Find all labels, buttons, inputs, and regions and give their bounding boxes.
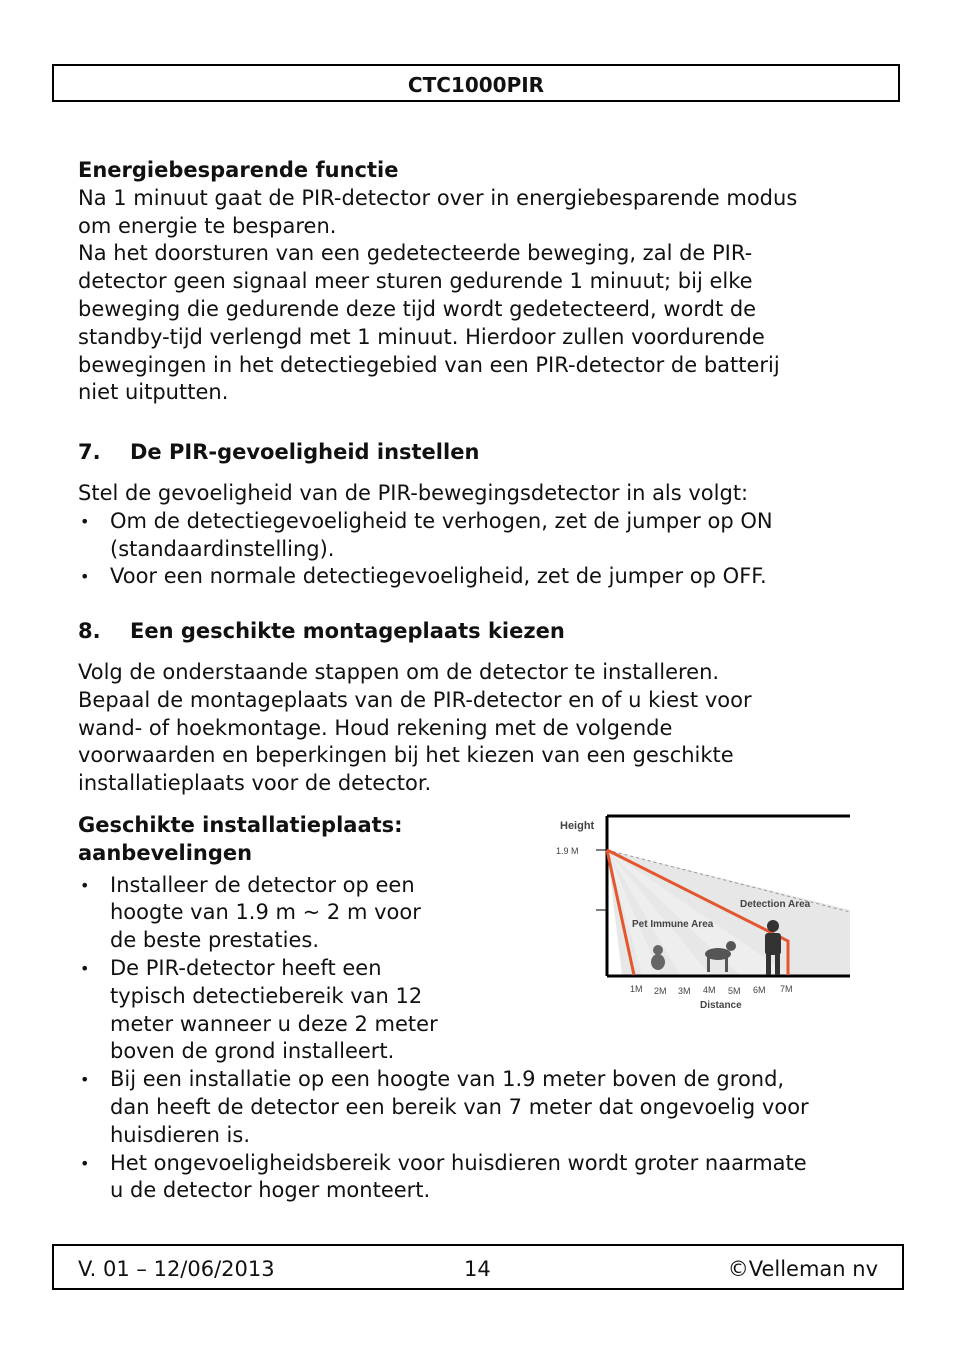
energy-heading: Energiebesparende functie [78,158,399,182]
list-item-line: de beste prestaties. [110,928,320,953]
section-7-body [78,480,878,591]
page-number: 14 [464,1257,491,1281]
energy-line: detector geen signaal meer sturen gedurende 1 minuut; bij elke [78,269,753,294]
energy-line: standby-tijd verlengd met 1 minuut. Hierdoor zullen voordurende [78,324,765,349]
list-item-line: u de detector hoger monteert. [110,1178,431,1203]
tick-label: 2M [654,986,667,996]
model-name: CTC1000PIR [407,73,545,97]
detection-area-label: Detection Area [740,899,811,910]
list-item-line: • De PIR-detector heeft een [110,955,382,980]
section-8-line: voorwaarden en beperkingen bij het kiezen van een geschikte [78,743,734,768]
tick-label: 7M [780,984,793,994]
list-item [78,563,878,591]
tick-label: 4M [703,985,716,995]
list-item-line: boven de grond installeert. [110,1039,395,1064]
detection-diagram [550,810,850,1020]
list-item-line: • Installeer de detector op een [110,872,415,897]
list-item [78,508,878,564]
pet-immune-label: Pet Immune Area [632,919,714,930]
energy-line: Na 1 minuut gaat de PIR-detector over in energiebesparende modus [78,185,798,210]
list-item-line: • Voor een normale detectiegevoeligheid, zet de jumper op OFF. [110,564,767,589]
section-number: 8. [78,619,101,643]
list-item-line: • Bij een installatie op een hoogte van 1.9 meter boven de grond, [110,1067,785,1092]
energy-line: bewegingen in het detectiegebied van een PIR-detector de batterij [78,352,780,377]
footer-copyright: ©Velleman nv [727,1257,878,1281]
recommendations-heading: aanbevelingen [78,840,253,865]
list-item-line: hoogte van 1.9 m ~ 2 m voor [110,900,421,925]
height-label: Height [560,820,595,832]
section-8-line: Volg de onderstaande stappen om de detector te installeren. [78,660,720,684]
recommendations-heading: Geschikte installatieplaats: [78,813,403,837]
distance-tick-labels [630,984,793,996]
list-item-line: meter wanneer u deze 2 meter [110,1011,438,1036]
list-item-line: • Om de detectiegevoeligheid te verhogen, zet de jumper op ON [110,508,773,533]
page-header [52,64,900,102]
list-item-line: dan heeft de detector een bereik van 7 meter dat ongevoelig voor [110,1094,809,1119]
tick-label: 6M [753,985,766,995]
list-item-line: • Het ongevoeligheidsbereik voor huisdieren wordt groter naarmate [110,1150,807,1175]
list-item-line: typisch detectiebereik van 12 [110,983,423,1008]
height-value: 1.9 M [556,846,579,856]
section-8-line: wand- of hoekmontage. Houd rekening met de volgende [78,715,673,740]
list-item [78,1150,878,1206]
energy-line: Na het doorsturen van een gedetecteerde beweging, zal de PIR- [78,241,753,266]
tick-label: 1M [630,984,643,994]
list-item-line: huisdieren is. [110,1122,251,1147]
energy-line: om energie te besparen. [78,213,337,238]
tick-label: 3M [678,986,691,996]
section-7-heading [78,438,479,466]
section-8-line: installatieplaats voor de detector. [78,771,432,796]
section-8-heading [78,617,565,645]
page-footer [52,1244,904,1290]
section-8-body [78,659,878,798]
tick-label: 5M [728,986,741,996]
section-number: 7. [78,440,101,464]
section-title: Een geschikte montageplaats kiezen [130,619,565,643]
list-item-line: (standaardinstelling). [110,536,335,561]
footer-version: V. 01 – 12/06/2013 [78,1257,275,1281]
section-title: De PIR-gevoeligheid instellen [130,440,480,464]
energy-line: beweging die gedurende deze tijd wordt gedetecteerd, wordt de [78,296,757,321]
energy-section [78,157,878,407]
list-item [78,1066,878,1149]
section-8-line: Bepaal de montageplaats van de PIR-detector en of u kiest voor [78,687,752,712]
section-7-intro: Stel de gevoeligheid van de PIR-bewegingsdetector in als volgt: [78,481,749,505]
distance-label: Distance [700,1000,742,1011]
energy-line: niet uitputten. [78,380,229,405]
section-7-list [78,508,878,591]
